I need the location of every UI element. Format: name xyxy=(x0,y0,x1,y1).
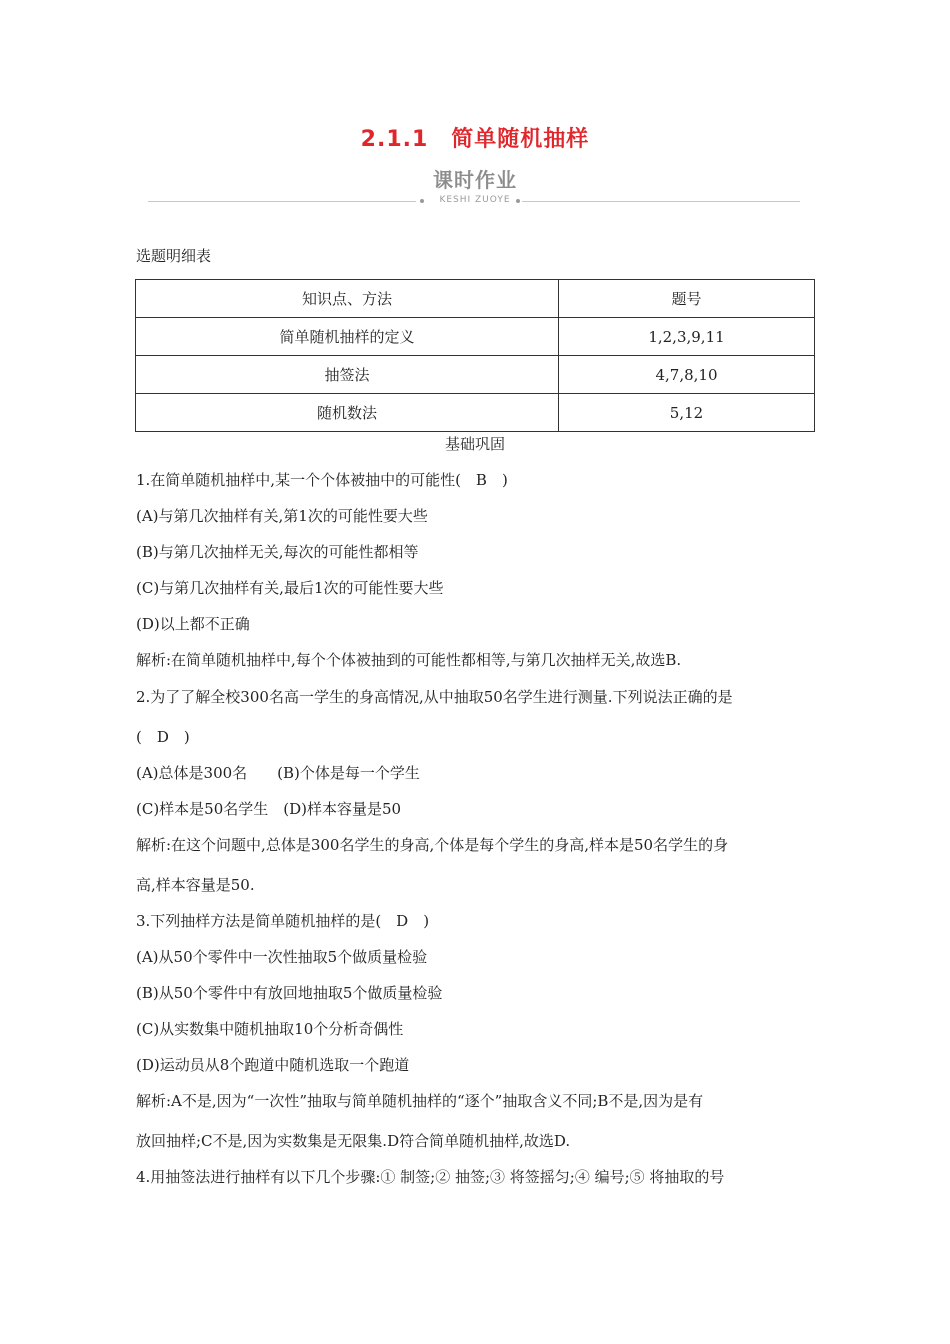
banner-dot-right xyxy=(516,199,520,203)
option-line: (D)运动员从8个跑道中随机选取一个跑道 xyxy=(136,1056,410,1074)
question-line: 4.用抽签法进行抽样有以下几个步骤:① 制签;② 抽签;③ 将签摇匀;④ 编号;⑤ 将抽取的号 xyxy=(136,1168,725,1186)
table-cell: 随机数法 xyxy=(136,394,559,432)
table-row xyxy=(136,318,815,356)
question-line: 2.为了了解全校300名高一学生的身高情况,从中抽取50名学生进行测量.下列说法正确的是 xyxy=(136,688,733,706)
analysis-line: 放回抽样;C不是,因为实数集是无限集.D符合简单随机抽样,故选D. xyxy=(136,1132,571,1150)
table-cell: 抽签法 xyxy=(136,356,559,394)
page-title: 2.1.1 简单随机抽样 xyxy=(360,127,590,152)
table-row xyxy=(136,394,815,432)
section-title: 基础巩固 xyxy=(444,435,505,453)
option-line: (D)以上都不正确 xyxy=(136,615,250,633)
analysis-line: 高,样本容量是50. xyxy=(136,876,255,894)
table-cell: 4,7,8,10 xyxy=(559,356,815,394)
table-cell: 1,2,3,9,11 xyxy=(559,318,815,356)
table-cell: 5,12 xyxy=(559,394,815,432)
option-line: (B)与第几次抽样无关,每次的可能性都相等 xyxy=(136,543,419,561)
table-header-cell: 知识点、方法 xyxy=(136,280,559,318)
banner-subtitle: KESHI ZUOYE xyxy=(439,195,511,205)
option-line: (A)从50个零件中一次性抽取5个做质量检验 xyxy=(136,948,428,966)
detail-table xyxy=(135,279,815,432)
table-cell: 简单随机抽样的定义 xyxy=(136,318,559,356)
option-line: (B)从50个零件中有放回地抽取5个做质量检验 xyxy=(136,984,443,1002)
table-row xyxy=(136,356,815,394)
banner-title: 课时作业 xyxy=(433,168,517,192)
table-header-cell: 题号 xyxy=(559,280,815,318)
option-line: (C)样本是50名学生 (D)样本容量是50 xyxy=(136,800,402,818)
analysis-line: 解析:在简单随机抽样中,每个个体被抽到的可能性都相等,与第几次抽样无关,故选B. xyxy=(136,651,682,669)
answer-line: ( D ) xyxy=(136,728,190,746)
option-line: (A)与第几次抽样有关,第1次的可能性要大些 xyxy=(136,507,428,525)
option-line: (C)从实数集中随机抽取10个分析奇偶性 xyxy=(136,1020,404,1038)
question-line: 1.在简单随机抽样中,某一个个体被抽中的可能性( B ) xyxy=(136,471,508,489)
banner-divider-right xyxy=(522,201,800,202)
option-line: (C)与第几次抽样有关,最后1次的可能性要大些 xyxy=(136,579,444,597)
table-label: 选题明细表 xyxy=(136,247,212,265)
option-line: (A)总体是300名 (B)个体是每一个学生 xyxy=(136,764,420,782)
analysis-line: 解析:在这个问题中,总体是300名学生的身高,个体是每个学生的身高,样本是50名学生的身 xyxy=(136,836,729,854)
question-line: 3.下列抽样方法是简单随机抽样的是( D ) xyxy=(136,912,430,930)
table-header-row xyxy=(136,280,815,318)
analysis-line: 解析:A不是,因为“一次性”抽取与简单随机抽样的“逐个”抽取含义不同;B不是,因为是有 xyxy=(136,1092,704,1110)
